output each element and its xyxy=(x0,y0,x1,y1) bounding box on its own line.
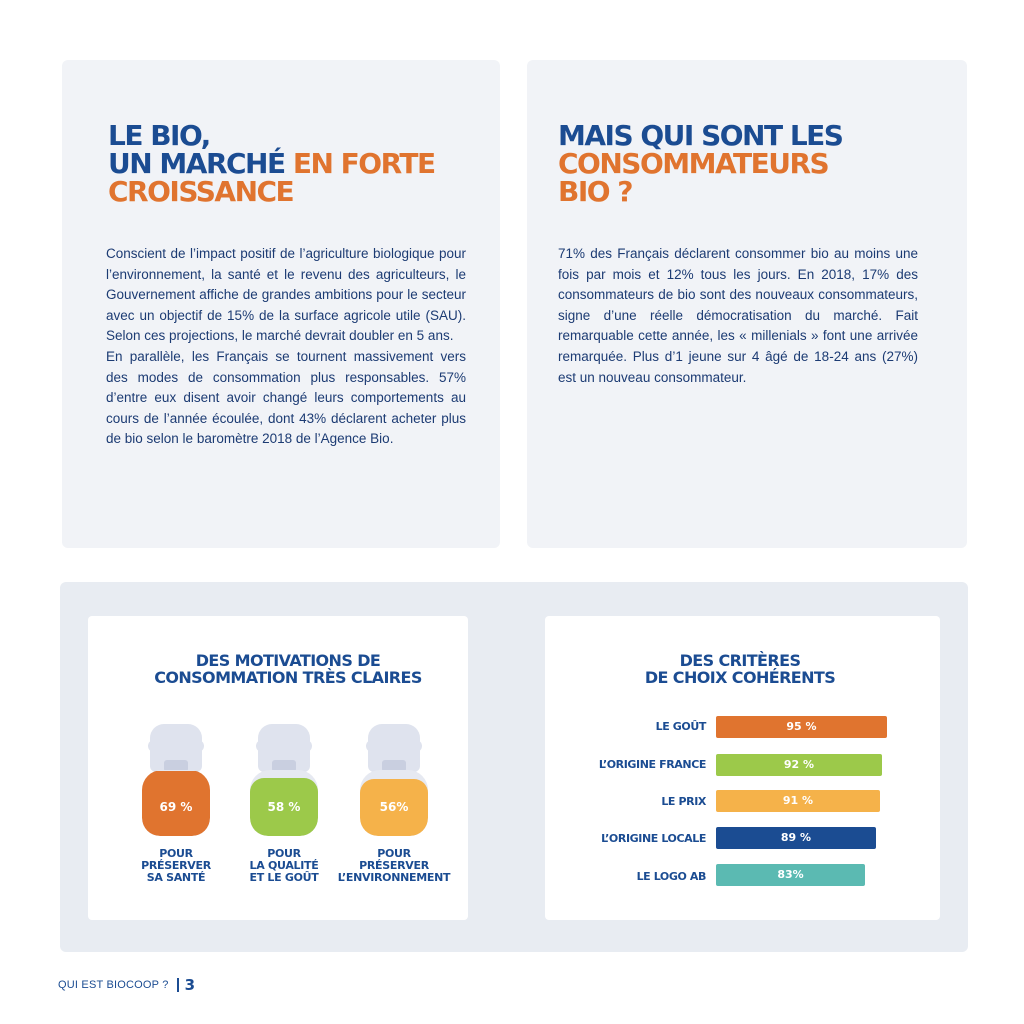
criterion-label: LE GOÛT xyxy=(655,720,706,733)
label-line: SA SANTÉ xyxy=(146,871,206,884)
bag-percentage: 69 % xyxy=(159,800,193,814)
environment-bag-icon xyxy=(360,724,428,836)
title-line: DES CRITÈRES xyxy=(679,651,801,670)
bag-percentage: 58 % xyxy=(267,800,301,814)
heading-fragment: UN MARCHÉ xyxy=(108,147,293,180)
page-footer xyxy=(58,976,195,994)
label-line: L’ENVIRONNEMENT xyxy=(337,871,451,884)
motivations-title xyxy=(118,652,458,686)
title-line: DES MOTIVATIONS DE xyxy=(195,651,381,670)
label-line: PRÉSERVER xyxy=(141,859,211,872)
heading-line xyxy=(108,147,478,180)
criterion-bar xyxy=(716,716,887,738)
label-line: PRÉSERVER xyxy=(359,859,429,872)
market-growth-text xyxy=(106,244,466,450)
paragraph: En parallèle, les Français se tournent massivement vers des modes de consommation plus responsables. 57% d’entre eux disent avoir changé leurs comportements au cours de l’année écoulée, dont 43% déclarent acheter plus de bio selon le baromètre 2018 de l’Agence Bio. xyxy=(106,348,466,447)
heading-fragment: EN FORTE xyxy=(292,147,435,180)
criterion-value: 91 % xyxy=(782,794,814,807)
criterion-bar xyxy=(716,864,865,886)
criterion-label: L’ORIGINE LOCALE xyxy=(601,832,706,845)
heading-line: MAIS QUI SONT LES xyxy=(558,119,843,152)
footer-divider xyxy=(177,978,179,992)
criterion-label: LE LOGO AB xyxy=(636,870,706,883)
label-line: LA QUALITÉ xyxy=(249,859,319,872)
heading-line: CONSOMMATEURS xyxy=(558,147,829,180)
paragraph: 71% des Français déclarent consommer bio au moins une fois par mois et 12% tous les jours. En 2018, 17% des consommateurs de bio sont des nouveaux consommateurs, signe d’une réelle démocratisation du marché. Fait remarquable cette année, les « millenials » font une arrivée remarquée. Plus d’1 jeune sur 4 âgé de 18-24 ans (27%) est un nouveau consommateur. xyxy=(558,246,918,385)
health-bag-icon xyxy=(142,724,210,836)
heading-line: BIO ? xyxy=(558,175,633,208)
market-growth-heading xyxy=(108,119,478,208)
criterion-bar xyxy=(716,827,876,849)
criterion-value: 95 % xyxy=(786,720,817,733)
label-line: POUR xyxy=(267,847,301,860)
criterion-value: 83% xyxy=(777,868,804,881)
label-line: POUR xyxy=(159,847,193,860)
footer-label: QUI EST BIOCOOP ? xyxy=(58,979,169,991)
heading-line: CROISSANCE xyxy=(108,175,294,208)
criterion-value: 89 % xyxy=(780,831,812,844)
consumers-text xyxy=(558,244,918,388)
criteria-title xyxy=(580,652,900,686)
bag-knot xyxy=(148,740,204,752)
motivation-label xyxy=(329,848,459,884)
criterion-bar xyxy=(716,754,882,776)
label-line: POUR xyxy=(377,847,411,860)
criterion-label: LE PRIX xyxy=(661,795,706,808)
paragraph: Conscient de l’impact positif de l’agriculture biologique pour l’environnement, la santé et le revenu des agriculteurs, le Gouvernement affiche de grandes ambitions pour le secteur avec un objectif de 15% de la surface agricole utile (SAU). Selon ces projections, le marché devrait doubler en 5 ans. xyxy=(106,246,466,344)
quality-bag-icon xyxy=(250,724,318,836)
bag-knot xyxy=(366,740,422,752)
criterion-label: L’ORIGINE FRANCE xyxy=(598,758,706,771)
page-number: 3 xyxy=(184,976,196,994)
label-line: ET LE GOÛT xyxy=(249,871,319,884)
criterion-bar xyxy=(716,790,880,812)
heading-line: LE BIO, xyxy=(108,119,210,152)
bag-percentage: 56% xyxy=(379,800,409,814)
title-line: DE CHOIX COHÉRENTS xyxy=(644,668,836,687)
bag-knot xyxy=(256,740,312,752)
criterion-value: 92 % xyxy=(783,758,815,771)
consumers-heading xyxy=(558,119,938,208)
title-line: CONSOMMATION TRÈS CLAIRES xyxy=(154,668,422,687)
